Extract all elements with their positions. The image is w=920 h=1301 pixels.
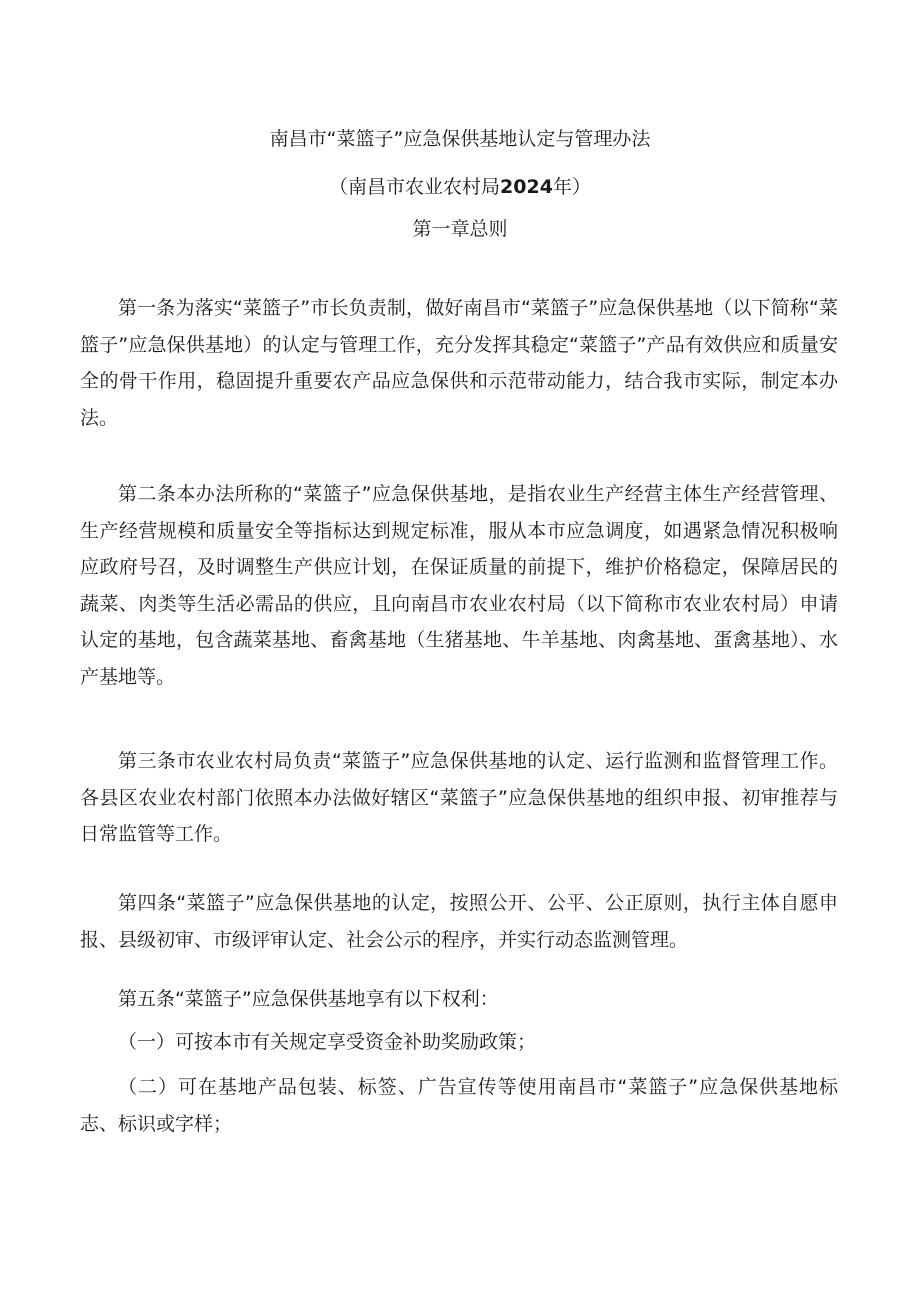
article-5-paragraph: 第五条“菜篮子”应急保供基地享有以下权利： <box>118 988 499 1010</box>
article-1-paragraph: 第一条为落实“菜篮子”市长负责制，做好南昌市“菜篮子”应急保供基地（以下简称“菜篮子”应急保供基地）的认定与管理工作，充分发挥其稳定“菜篮子”产品有效供应和质量安全的骨干作用，稳固提升重要农产品应急保供和示范带动能力，结合我市实际，制定本办法。 <box>80 297 838 429</box>
document-title: 南昌市“菜篮子”应急保供基地认定与管理办法 <box>269 128 651 150</box>
chapter-heading: 第一章总则 <box>412 218 508 240</box>
subtitle-suffix: 年） <box>552 176 591 198</box>
subtitle-year: 2024 <box>500 176 553 198</box>
article-5-item-2: （二）可在基地产品包装、标签、广告宣传等使用南昌市“菜篮子”应急保供基地标志、标识或字样； <box>80 1076 838 1135</box>
article-2-paragraph: 第二条本办法所称的“菜篮子”应急保供基地，是指农业生产经营主体生产经营管理、生产经营规模和质量安全等指标达到规定标准，服从本市应急调度，如遇紧急情况积极响应政府号召，及时调整生产供应计划，在保证质量的前提下，维护价格稳定，保障居民的蔬菜、肉类等生活必需品的供应，且向南昌市农业农村局（以下简称市农业农村局）申请认定的基地，包含蔬菜基地、畜禽基地（生猪基地、牛羊基地、肉禽基地、蛋禽基地）、水产基地等。 <box>80 483 838 688</box>
article-5-item-1: （一）可按本市有关规定享受资金补助奖励政策； <box>118 1031 537 1053</box>
article-3-paragraph: 第三条市农业农村局负责“菜篮子”应急保供基地的认定、运行监测和监督管理工作。各县区农业农村部门依照本办法做好辖区“菜篮子”应急保供基地的组织申报、初审推荐与日常监管等工作。 <box>80 750 838 845</box>
document-subtitle <box>0 175 920 199</box>
subtitle-issuer: （南昌市农业农村局 <box>329 176 501 198</box>
article-4-paragraph: 第四条“菜篮子”应急保供基地的认定，按照公开、公平、公正原则，执行主体自愿申报、县级初审、市级评审认定、社会公示的程序，并实行动态监测管理。 <box>80 892 838 951</box>
